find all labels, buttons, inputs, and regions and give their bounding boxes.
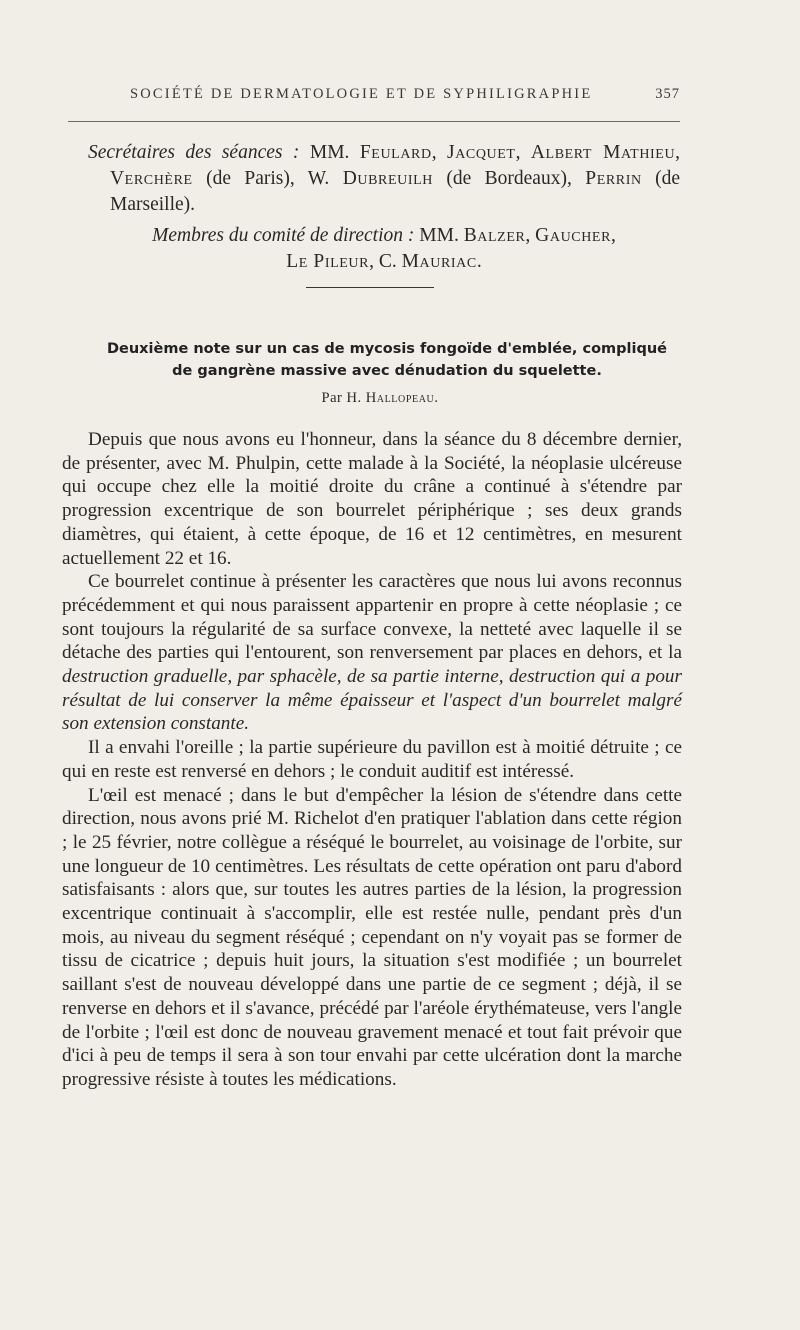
name-jacquet: Jacquet xyxy=(447,142,516,163)
membres-line: Membres du comité de direction : MM. Balzer, Gaucher, xyxy=(152,225,616,246)
article-body xyxy=(62,428,682,1092)
running-title: SOCIÉTÉ DE DERMATOLOGIE ET DE SYPHILIGRAPHIE xyxy=(130,86,593,102)
byline: Par H. Hallopeau. xyxy=(321,390,439,406)
name-balzer: Balzer xyxy=(463,225,526,246)
paragraph-1: Depuis que nous avons eu l'honneur, dans la séance du 8 décembre dernier, de présenter, avec M. Phulpin, cette malade à la Société, la néoplasie ulcéreuse qui occupe chez elle la moitié droite du crâne a continué à s'étendre par progression excentrique de son bourrelet périphérique ; ses deux grands diamètres, qui étaient, à cette époque, de 16 et 12 centimètres, en mesurent actuellement 22 et 16. xyxy=(62,429,682,569)
name-feulard: Feulard xyxy=(359,142,432,163)
paragraph-2: Ce bourrelet continue à présenter les caractères que nous lui avons reconnus précédemment et qui nous paraissent appartenir en propre à cette néoplasie ; ce sont toujours la régularité de sa surface convexe, la netteté avec laquelle il se détache des parties qui l'entourent, son renversement par places en dehors, et la destruction graduelle, par sphacèle, de sa partie interne, destruction qui a pour résultat de lui conserver la même épaisseur et l'aspect d'un bourrelet malgré son extension constante. xyxy=(62,571,682,735)
name-gaucher: Gaucher xyxy=(535,225,612,246)
name-le-pileur: Le Pileur xyxy=(286,251,370,272)
header-rule xyxy=(68,121,680,122)
article-title xyxy=(62,338,712,382)
article-title-line-1: Deuxième note sur un cas de mycosis fongoïde d'emblée, compliqué xyxy=(106,341,668,357)
society-officers xyxy=(88,140,680,275)
article-title-line-2: de gangrène massive avec dénudation du squelette. xyxy=(172,363,602,379)
paragraph-4: L'œil est menacé ; dans le but d'empêcher la lésion de s'étendre dans cette direction, nous avons prié M. Richelot d'en pratiquer l'ablation dans cette région ; le 25 février, notre collègue a réséqué le bourrelet, au voisinage de l'orbite, sur une longueur de 10 centimètres. Les résultats de cette opération ont paru d'abord satisfaisants : alors que, sur toutes les autres parties de la lésion, la progression excentrique continuait à s'accomplir, elle est restée nulle, pendant près d'un mois, au niveau du segment réséqué ; cependant on n'y voyait pas se former de tissu de cicatrice ; depuis huit jours, la situation s'est modifiée ; un bourrelet saillant s'est de nouveau développé dans une partie de ce segment ; déjà, il se renverse en dehors et il s'avance, précédé par l'aréole érythémateuse, vers l'angle de l'orbite ; l'œil est donc de nouveau gravement menacé et tout fait prévoir que d'ici à peu de temps il sera à son tour envahi par cette ulcération dont la marche progressive résiste à toutes les médications. xyxy=(62,784,682,1090)
secretaires-paragraph: Secrétaires des séances : MM. Feulard, Jacquet, Albert Mathieu, Verchère (de Paris), W. Dubreuilh (de Bordeaux), Perrin (de Marseille). xyxy=(88,142,681,215)
paragraph-3: Il a envahi l'oreille ; la partie supérieure du pavillon est à moitié détruite ; ce qui en reste est renversé en dehors ; le conduit auditif est intéressé. xyxy=(62,737,682,782)
name-perrin: Perrin xyxy=(585,168,642,189)
page-number: 357 xyxy=(655,86,680,102)
secretaires-label: Secrétaires des séances : xyxy=(88,142,300,163)
membres-label: Membres du comité de direction : xyxy=(152,225,415,246)
author-name: Hallopeau xyxy=(365,390,435,406)
name-albert-mathieu: Albert Mathieu xyxy=(530,142,676,163)
section-divider xyxy=(306,287,434,288)
membres-line-2: Le Pileur, C. Mauriac. xyxy=(286,251,482,272)
name-mauriac: Mauriac xyxy=(401,251,477,272)
name-dubreuilh: Dubreuilh xyxy=(342,168,433,189)
name-verchere: Verchère xyxy=(110,168,193,189)
italic-passage: destruction graduelle, par sphacèle, de sa partie interne, destruction qui a pour résultat de lui conserver la même épaisseur et l'aspect d'un bourrelet malgré son extension constante. xyxy=(62,666,682,735)
